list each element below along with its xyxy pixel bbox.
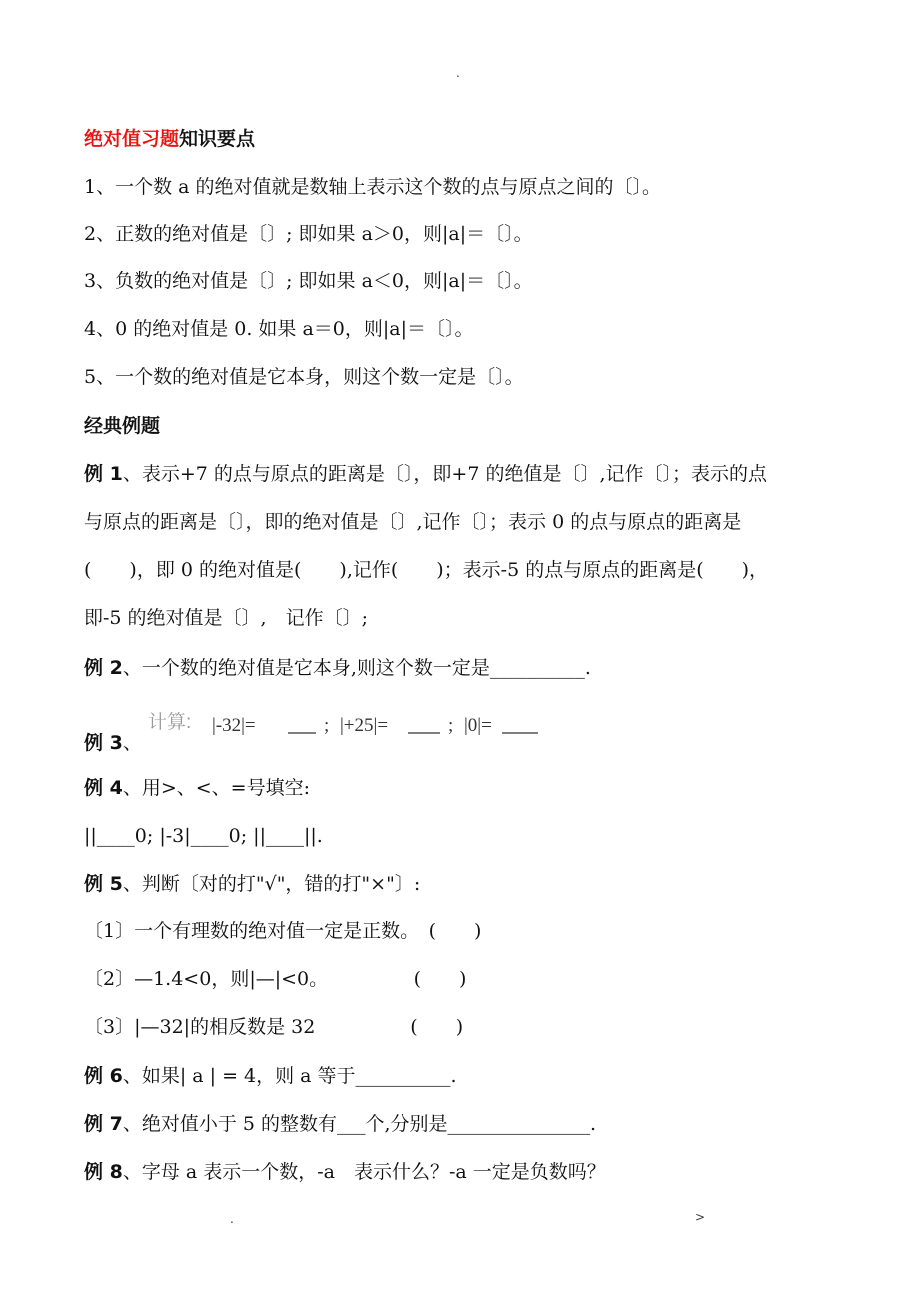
example-3-label: 例 3: [84, 732, 123, 754]
example-1-line-3: ( )，即 0 的绝对值是( ),记作( )；表示-5 的点与原点的距离是( )，: [84, 559, 769, 581]
example-1-text-1: 、表示+7 的点与原点的距离是〔〕，即+7 的绝值是〔〕,记作〔〕；表示的点: [122, 463, 767, 485]
example-7-label: 例 7: [84, 1113, 123, 1135]
section-title: 经典例题: [84, 415, 161, 437]
knowledge-item-2: 2、正数的绝对值是〔〕; 即如果 a＞0，则|a|＝〔〕。: [84, 223, 533, 245]
example-3-text: 、: [122, 732, 142, 754]
example-1-label: 例 1: [84, 463, 123, 485]
calc-item-1: |-32|=: [212, 715, 256, 736]
page-title: [84, 126, 880, 152]
example-8: [84, 1159, 880, 1185]
example-1-line-4: 即-5 的绝对值是〔〕, 记作〔〕;: [84, 607, 368, 629]
example-5-item-2: 〔2〕—1.4<0，则|—|<0。 ( ): [84, 968, 467, 990]
knowledge-item-4: 4、0 的绝对值是 0. 如果 a＝0，则|a|＝〔〕。: [84, 318, 474, 340]
calc-item-2: |+25|=: [340, 715, 389, 736]
example-4: [84, 775, 880, 801]
example-5-label: 例 5: [84, 873, 123, 895]
example-6: [84, 1063, 880, 1089]
example-4-line-2: ||____0; |-3|____0; ||____||.: [84, 825, 323, 847]
footer-dot: .: [230, 1212, 234, 1226]
example-4-label: 例 4: [84, 777, 123, 799]
example-1-line-2: 与原点的距离是〔〕，即的绝对值是〔〕,记作〔〕；表示 0 的点与原点的距离是: [84, 511, 742, 533]
example-6-label: 例 6: [84, 1065, 123, 1087]
knowledge-item-5: 5、一个数的绝对值是它本身，则这个数一定是〔〕。: [84, 366, 524, 388]
example-2: [84, 655, 880, 681]
header-dot: .: [456, 66, 460, 80]
knowledge-item-1: 1、一个数 a 的绝对值就是数轴上表示这个数的点与原点之间的〔〕。: [84, 176, 661, 198]
knowledge-item-3: 3、负数的绝对值是〔〕; 即如果 a＜0，则|a|＝〔〕。: [84, 270, 533, 292]
example-1-line-1: [84, 461, 880, 487]
calc-item-3: |0|=: [464, 715, 492, 736]
example-5-item-1: 〔1〕一个有理数的绝对值一定是正数。 ( ): [84, 920, 482, 942]
example-6-text: 、如果| a | = 4，则 a 等于__________.: [122, 1065, 457, 1087]
example-7: [84, 1111, 880, 1137]
calculation-image: [146, 703, 566, 743]
title-red-part: 绝对值习题: [84, 128, 180, 150]
example-5-text: 、判断〔对的打"√"，错的打"×"〕:: [122, 873, 421, 895]
title-rest: 知识要点: [179, 128, 256, 150]
example-2-text: 、一个数的绝对值是它本身,则这个数一定是__________.: [122, 657, 591, 679]
example-8-text: 、字母 a 表示一个数，-a 表示什么？-a 一定是负数吗？: [122, 1161, 606, 1183]
calc-separator-2: ;: [448, 715, 454, 736]
example-5: [84, 871, 880, 897]
footer-mark: >: [695, 1210, 706, 1224]
example-4-text: 、用>、<、=号填空:: [122, 777, 311, 799]
calc-prefix: 计算:: [148, 712, 192, 733]
calc-separator-1: ;: [324, 715, 330, 736]
example-8-label: 例 8: [84, 1161, 123, 1183]
example-2-label: 例 2: [84, 657, 123, 679]
example-5-item-3: 〔3〕|—32|的相反数是 32 ( ): [84, 1016, 464, 1038]
example-7-text: 、绝对值小于 5 的整数有___个,分别是_______________.: [122, 1113, 597, 1135]
